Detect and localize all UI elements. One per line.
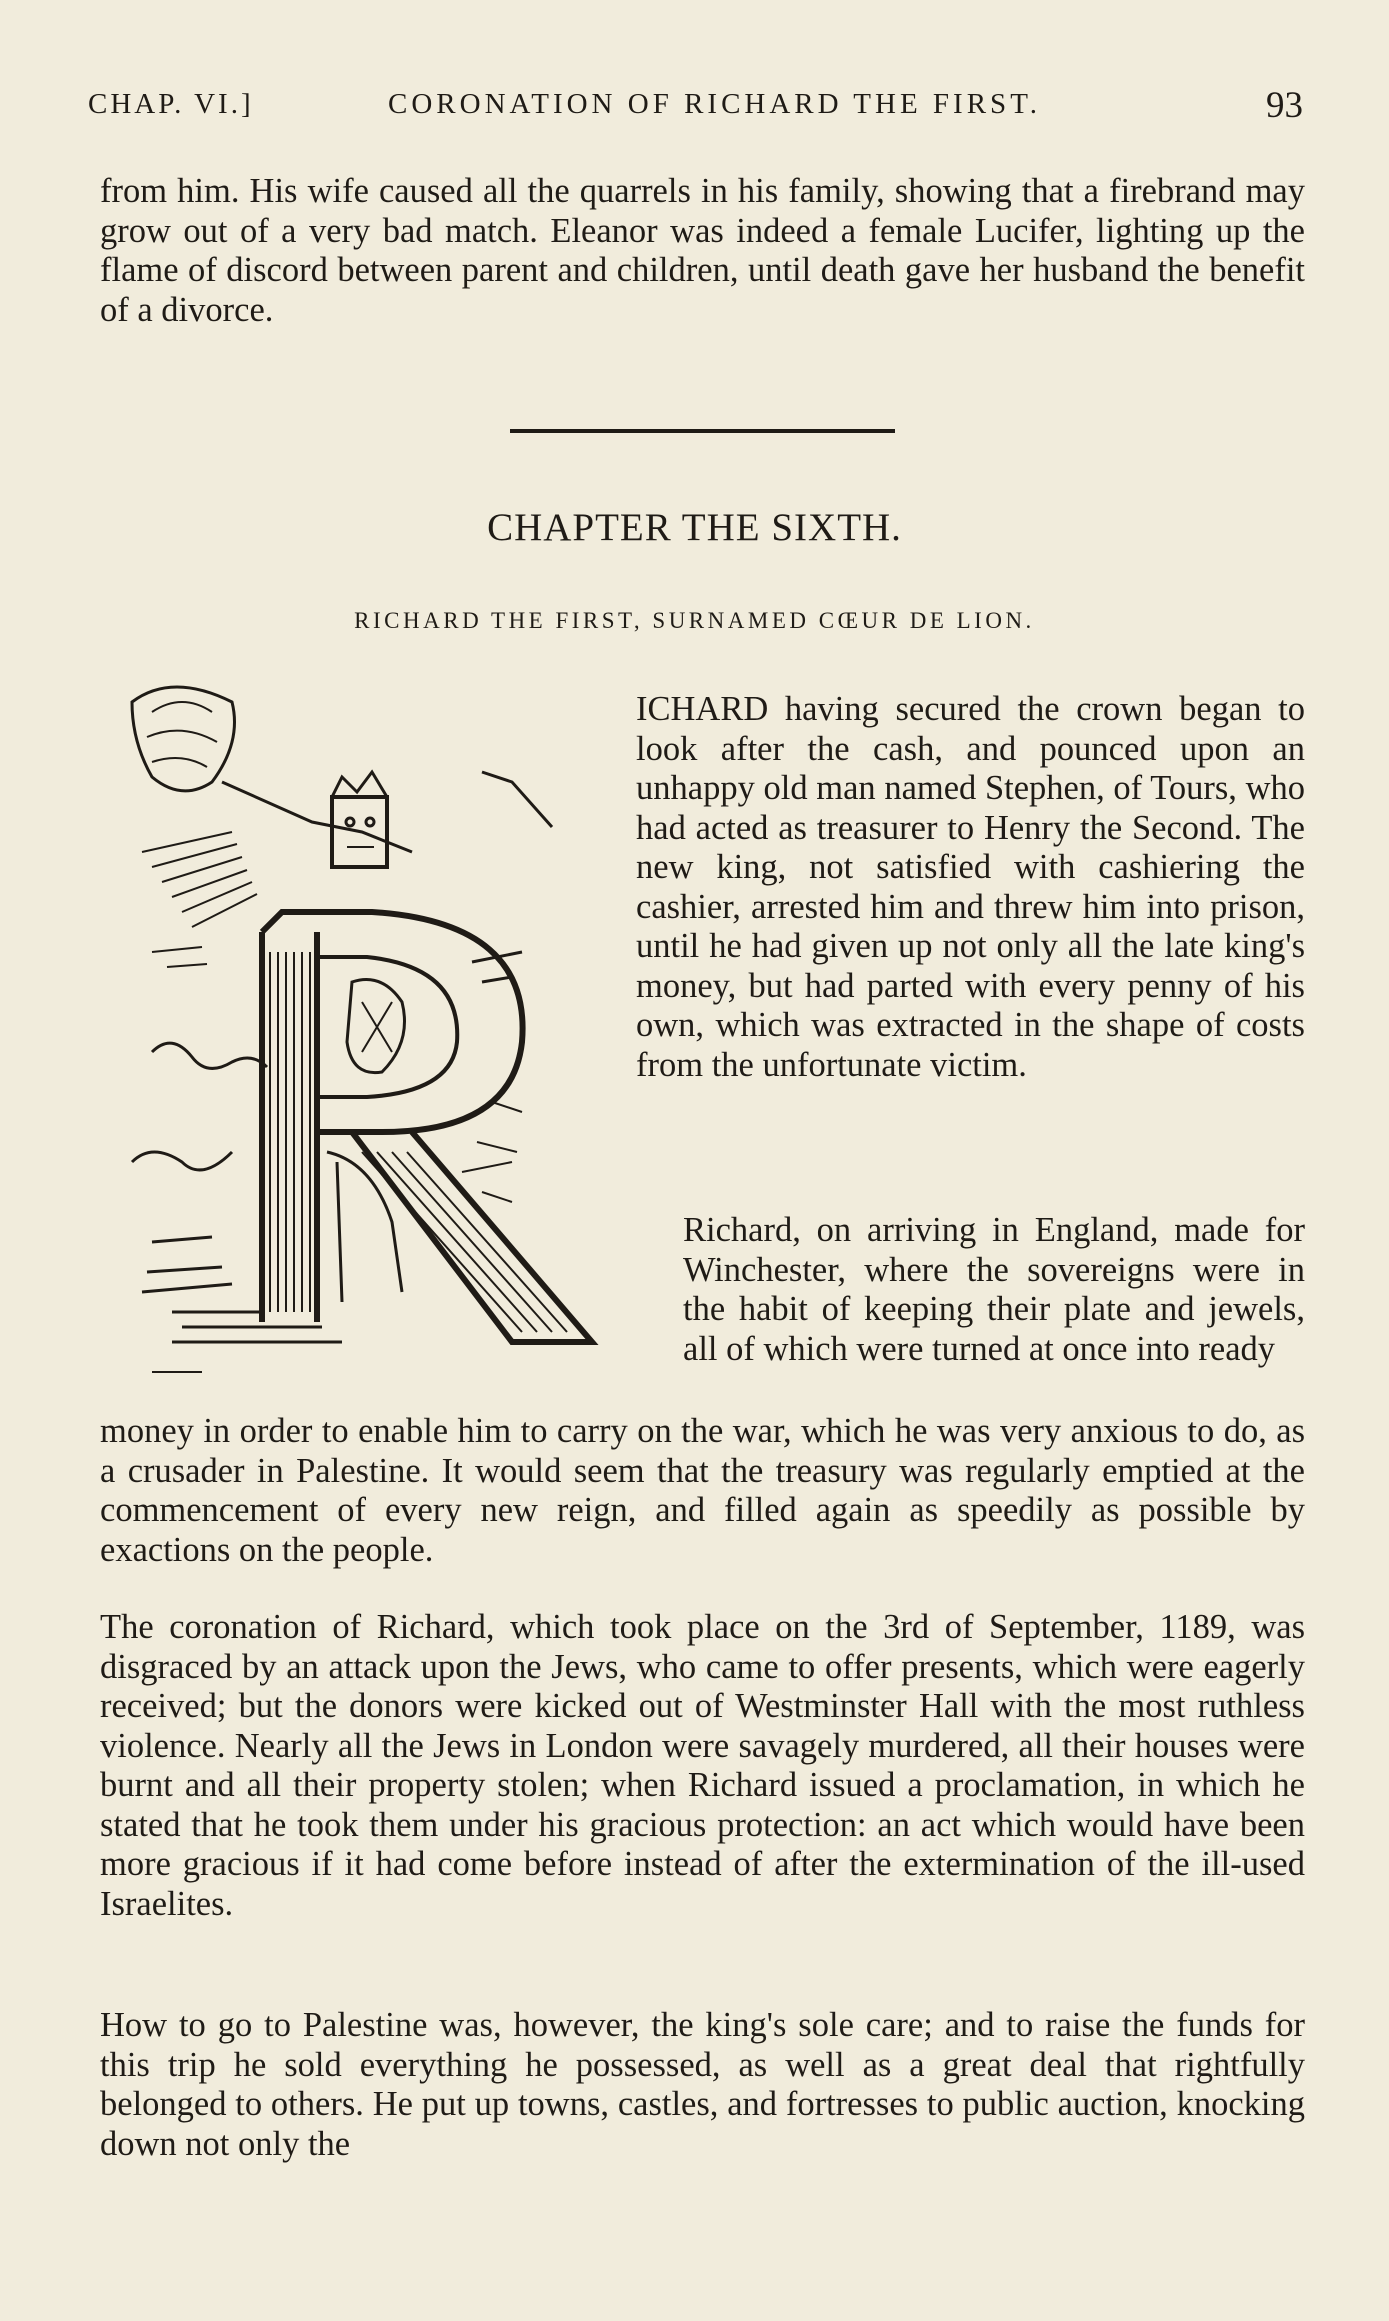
chapter-reference: CHAP. VI.]: [88, 88, 254, 120]
chapter-title: CHAPTER THE SIXTH.: [487, 506, 902, 549]
chapter-subtitle: RICHARD THE FIRST, SURNAMED CŒUR DE LION.: [354, 608, 1035, 633]
paragraph-coronation: The coronation of Richard, which took place on the 3rd of September, 1189, was disgraced by an attack upon the Jews, who came to offer presents, which were eagerly received; but the donors were kicked out of Westminster Hall with the most ruthless violence. Nearly all the Jews in London were savagely murdered, all their houses were burnt and all their property stolen; when Richard issued a proclamation, in which he stated that he took them under his gracious protection: an act which would have been more gracious if it had come before instead of after the extermination of the ill-used Israelites.: [100, 1608, 1305, 1923]
running-title: CORONATION OF RICHARD THE FIRST.: [388, 88, 1042, 120]
paragraph-continued: from him. His wife caused all the quarrels in his family, showing that a firebrand may grow out of a very bad match. Eleanor was indeed a female Lucifer, lighting up the flame of discord between parent and children, until death gave her husband the benefit of a divorce.: [100, 172, 1305, 329]
decorated-initial-r-icon: [112, 682, 622, 1382]
page-number: 93: [1266, 85, 1303, 126]
paragraph-treasury: money in order to enable him to carry on the war, which he was very anxious to do, as a crusader in Palestine. It would seem that the treasury was regularly emptied at the commencement of every new reign, and filled again as speedily as possible by exactions on the people.: [100, 1412, 1305, 1569]
running-head: [88, 85, 1303, 138]
paragraph-winchester: Richard, on arriving in England, made for Winchester, where the sovereigns were in the habit of keeping their plate and jewels, all of which were turned at once into ready: [683, 1211, 1305, 1368]
section-divider-rule: [510, 429, 895, 433]
paragraph-opening: ICHARD having secured the crown began to look after the cash, and pounced upon an unhappy old man named Stephen, of Tours, who had acted as treasurer to Henry the Second. The new king, not satisfied with cashiering the cashier, arrested him and threw him into prison, until he had given up not only all the late king's money, but had parted with every penny of his own, which was extracted in the shape of costs from the unfortunate victim.: [636, 690, 1305, 1084]
paragraph-palestine: How to go to Palestine was, however, the king's sole care; and to raise the funds for this trip he sold everything he possessed, as well as a great deal that rightfully belonged to others. He put up towns, castles, and fortresses to public auction, knocking down not only the: [100, 2006, 1305, 2163]
